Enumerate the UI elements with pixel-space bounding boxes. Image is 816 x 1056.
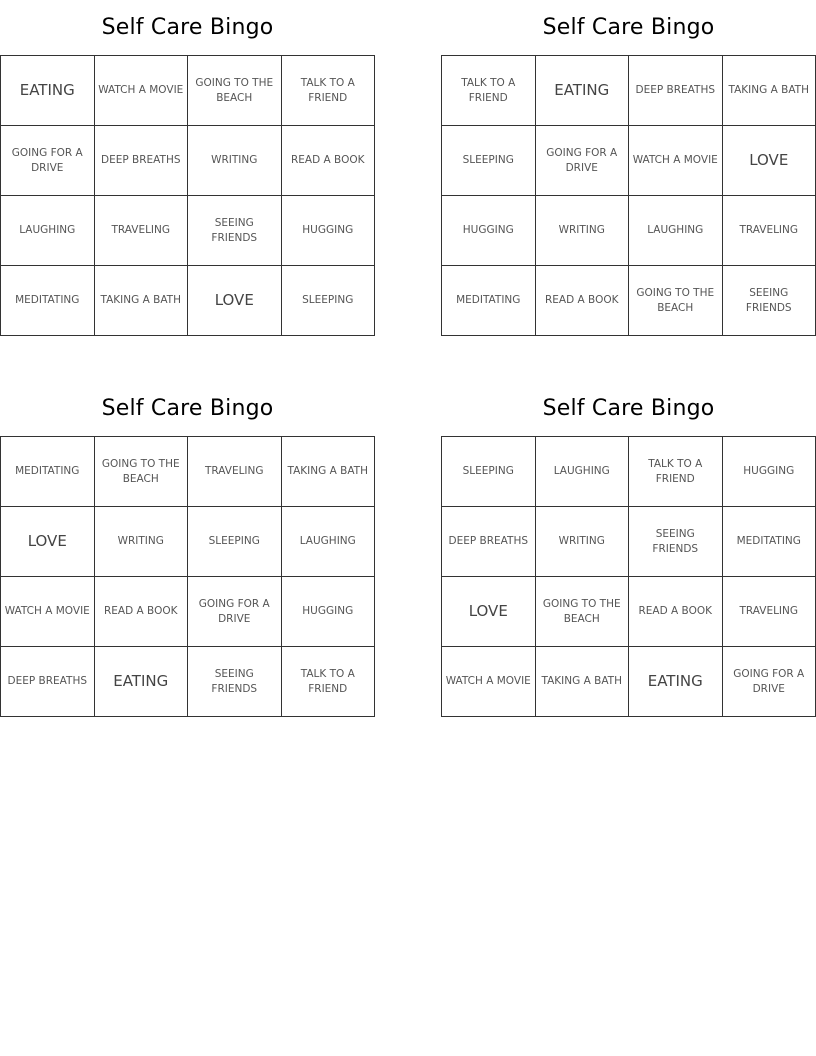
bingo-cell: WRITING [188, 126, 282, 196]
bingo-cell: WATCH A MOVIE [629, 126, 723, 196]
bingo-cell: HUGGING [723, 437, 816, 507]
bingo-grid [441, 55, 816, 336]
bingo-cell: READ A BOOK [536, 266, 630, 336]
card-title: Self Care Bingo [101, 15, 274, 40]
bingo-cell: LOVE [442, 577, 536, 647]
bingo-cell: SLEEPING [442, 126, 536, 196]
bingo-cell: WATCH A MOVIE [1, 577, 95, 647]
bingo-cell: TAKING A BATH [723, 56, 816, 126]
bingo-cell: LAUGHING [282, 507, 376, 577]
bingo-cell: EATING [95, 647, 189, 717]
bingo-cell: SEEING FRIENDS [188, 196, 282, 266]
bingo-cell: LOVE [188, 266, 282, 336]
bingo-cell: SEEING FRIENDS [629, 507, 723, 577]
card-title: Self Care Bingo [542, 396, 715, 421]
bingo-cell: TAKING A BATH [282, 437, 376, 507]
bingo-cell: WRITING [95, 507, 189, 577]
bingo-grid [0, 436, 375, 717]
bingo-cell: DEEP BREATHS [629, 56, 723, 126]
bingo-cell: GOING TO THE BEACH [536, 577, 630, 647]
bingo-cell: SLEEPING [282, 266, 376, 336]
bingo-cell: LOVE [1, 507, 95, 577]
bingo-cell: TRAVELING [95, 196, 189, 266]
bingo-cell: EATING [536, 56, 630, 126]
bingo-cell: GOING TO THE BEACH [95, 437, 189, 507]
bingo-card-4 [441, 381, 816, 717]
bingo-cell: READ A BOOK [95, 577, 189, 647]
bingo-cell: GOING TO THE BEACH [188, 56, 282, 126]
bingo-cell: GOING FOR A DRIVE [1, 126, 95, 196]
bingo-cell: GOING FOR A DRIVE [536, 126, 630, 196]
bingo-cell: MEDITATING [1, 266, 95, 336]
bingo-cell: SEEING FRIENDS [188, 647, 282, 717]
bingo-cell: TALK TO A FRIEND [282, 56, 376, 126]
bingo-cell: TRAVELING [723, 577, 816, 647]
bingo-cell: TAKING A BATH [95, 266, 189, 336]
bingo-grid [441, 436, 816, 717]
bingo-cell: EATING [1, 56, 95, 126]
bingo-cell: LAUGHING [536, 437, 630, 507]
bingo-cell: LAUGHING [1, 196, 95, 266]
card-title: Self Care Bingo [101, 396, 274, 421]
bingo-cell: WATCH A MOVIE [95, 56, 189, 126]
bingo-cell: DEEP BREATHS [442, 507, 536, 577]
bingo-cell: MEDITATING [723, 507, 816, 577]
bingo-cell: TRAVELING [188, 437, 282, 507]
bingo-cell: MEDITATING [442, 266, 536, 336]
bingo-cell: MEDITATING [1, 437, 95, 507]
bingo-cell: WRITING [536, 507, 630, 577]
bingo-card-1 [0, 0, 375, 336]
bingo-cell: SLEEPING [188, 507, 282, 577]
bingo-cell: GOING TO THE BEACH [629, 266, 723, 336]
bingo-cell: TAKING A BATH [536, 647, 630, 717]
bingo-cell: EATING [629, 647, 723, 717]
bingo-cell: GOING FOR A DRIVE [188, 577, 282, 647]
bingo-card-2 [441, 0, 816, 336]
bingo-card-3 [0, 381, 375, 717]
bingo-cell: READ A BOOK [629, 577, 723, 647]
bingo-cell: LAUGHING [629, 196, 723, 266]
bingo-cell: SEEING FRIENDS [723, 266, 816, 336]
bingo-cell: TALK TO A FRIEND [442, 56, 536, 126]
bingo-cell: GOING FOR A DRIVE [723, 647, 816, 717]
bingo-cell: TALK TO A FRIEND [282, 647, 376, 717]
bingo-grid [0, 55, 375, 336]
bingo-cell: DEEP BREATHS [1, 647, 95, 717]
bingo-cell: DEEP BREATHS [95, 126, 189, 196]
card-title: Self Care Bingo [542, 15, 715, 40]
bingo-cell: TRAVELING [723, 196, 816, 266]
bingo-cell: TALK TO A FRIEND [629, 437, 723, 507]
bingo-cell: LOVE [723, 126, 816, 196]
bingo-cell: SLEEPING [442, 437, 536, 507]
bingo-cell: HUGGING [282, 196, 376, 266]
bingo-cell: WATCH A MOVIE [442, 647, 536, 717]
bingo-cell: HUGGING [282, 577, 376, 647]
bingo-cell: HUGGING [442, 196, 536, 266]
bingo-cell: READ A BOOK [282, 126, 376, 196]
bingo-cell: WRITING [536, 196, 630, 266]
